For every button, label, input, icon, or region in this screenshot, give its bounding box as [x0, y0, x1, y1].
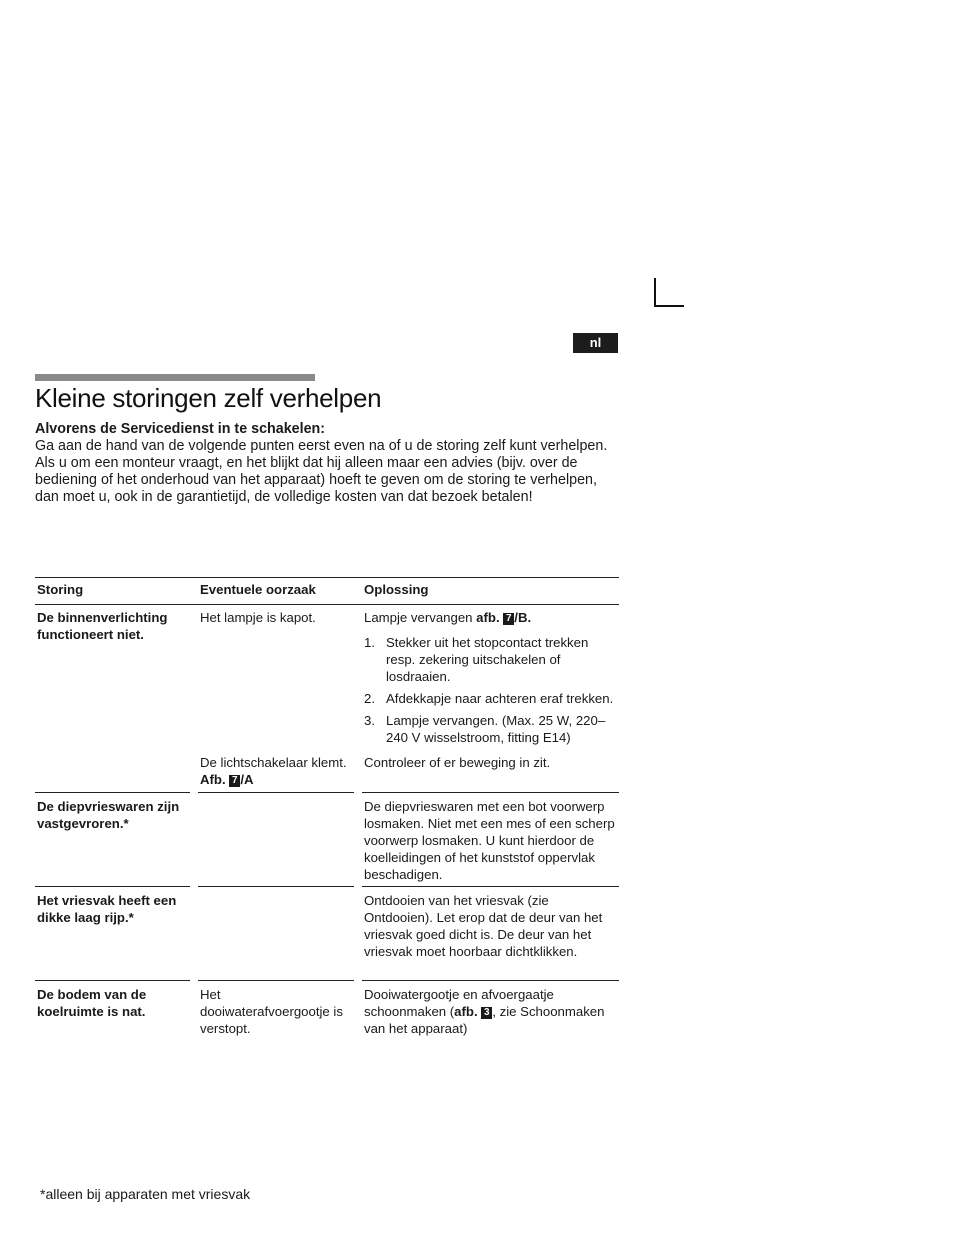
step-number: 1.	[364, 635, 375, 650]
figure-reference: Afb.	[200, 772, 226, 787]
column-header-oplossing: Oplossing	[364, 582, 429, 597]
solution-cell: De diepvrieswaren met een bot voorwerp losmaken. Niet met een mes of een scherp voorwerp losmaken. U kunt hierdoor de koelleidingen of het kunststof oppervlak beschadigen.	[364, 799, 615, 882]
figure-reference: afb.	[454, 1004, 478, 1019]
step-number: 2.	[364, 691, 375, 706]
step-text: Afdekkapje naar achteren eraf trekken.	[386, 691, 614, 706]
figure-suffix: /B.	[514, 610, 532, 625]
figure-number-badge: 7	[503, 613, 514, 625]
footnote: *alleen bij apparaten met vriesvak	[40, 1186, 251, 1202]
crop-mark-vertical	[654, 278, 656, 306]
row-rule	[198, 980, 354, 981]
step-text: Stekker uit het stopcontact trekken resp. zekering uitschakelen of losdraaien.	[386, 635, 589, 684]
problem-cell: Het vriesvak heeft een dikke laag rijp.*	[37, 893, 177, 925]
cause-cell	[200, 754, 350, 788]
problem-cell: De diepvrieswaren zijn vastgevroren.*	[37, 799, 180, 831]
solution-text: , zie Schoonmaken van het apparaat)	[364, 1004, 605, 1036]
row-rule	[198, 886, 354, 887]
row-rule	[198, 792, 354, 793]
step-number: 3.	[364, 713, 375, 728]
row-rule	[362, 980, 619, 981]
list-item	[364, 712, 618, 746]
table-header-rule	[35, 604, 619, 605]
figure-suffix: /A	[240, 772, 254, 787]
intro-heading: Alvorens de Servicedienst in te schakelen:	[35, 421, 326, 437]
cause-cell: Het dooiwaterafvoergootje is verstopt.	[200, 987, 343, 1036]
solution-cell	[364, 986, 618, 1037]
crop-mark-horizontal	[654, 305, 684, 307]
intro-paragraph-2: Als u om een monteur vraagt, en het blijkt dat hij alleen maar een advies (bijv. over de bediening of het onderhoud van het apparaat) hoeft te geven om de storing te verhelpen, dan moet u, ook in de garantietijd, de volledige kosten van dat bezoek betalen!	[35, 455, 597, 505]
row-rule	[35, 886, 190, 887]
row-rule	[362, 886, 619, 887]
problem-cell: De binnenverlichting functioneert niet.	[37, 610, 168, 642]
problem-cell: De bodem van de koelruimte is nat.	[37, 987, 147, 1019]
title-accent-bar	[35, 374, 315, 381]
column-header-storing: Storing	[37, 582, 84, 597]
page-title: Kleine storingen zelf verhelpen	[35, 383, 382, 413]
language-badge: nl	[573, 333, 618, 353]
intro-section	[35, 421, 615, 506]
cause-cell: Het lampje is kapot.	[200, 610, 316, 625]
row-rule	[35, 980, 190, 981]
list-item	[364, 690, 618, 707]
cause-text: De lichtschakelaar klemt.	[200, 755, 347, 770]
solution-cell: Ontdooien van het vriesvak (zie Ontdooien). Let erop dat de deur van het vriesvak goed dicht is. De deur van het vriesvak moet hoorbaar dichtklikken.	[364, 893, 603, 959]
figure-number-badge: 7	[229, 775, 240, 787]
list-item	[364, 634, 618, 685]
intro-paragraph-1: Ga aan de hand van de volgende punten eerst even na of u de storing zelf kunt verhelpen.	[35, 438, 608, 454]
solution-text: Lampje vervangen	[364, 610, 477, 625]
table-top-rule	[35, 577, 619, 578]
figure-number-badge: 3	[481, 1007, 492, 1019]
row-rule	[35, 792, 190, 793]
figure-reference: afb.	[476, 610, 500, 625]
solution-cell	[364, 609, 618, 626]
solution-text: Dooiwatergootje en afvoergaatje schoonmaken (	[364, 987, 554, 1019]
step-text: Lampje vervangen. (Max. 25 W, 220–240 V wisselstroom, fitting E14)	[386, 713, 606, 745]
row-rule	[362, 792, 619, 793]
column-header-oorzaak: Eventuele oorzaak	[200, 582, 316, 597]
solution-cell: Controleer of er beweging in zit.	[364, 755, 551, 770]
solution-steps-list	[364, 634, 618, 751]
